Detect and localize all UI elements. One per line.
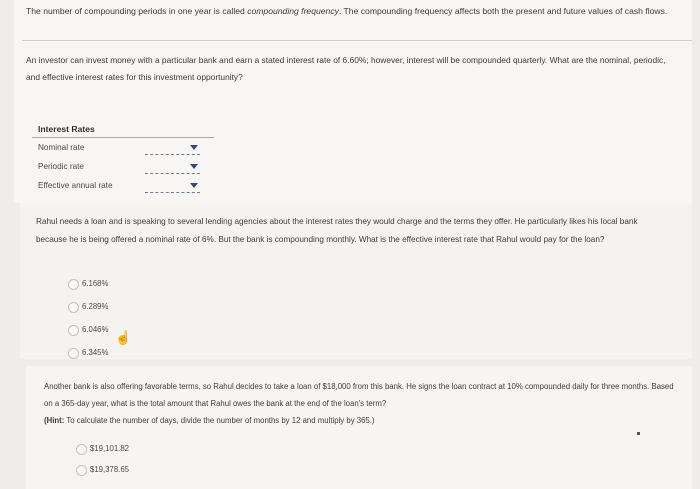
option-label: 6.289% bbox=[82, 302, 109, 311]
periodic-rate-dropdown[interactable] bbox=[145, 161, 200, 174]
radio-button[interactable] bbox=[76, 465, 87, 476]
hand-pointer-icon: ☝ bbox=[115, 330, 132, 345]
option-label: $19,101.82 bbox=[90, 444, 130, 453]
triangle-down-icon bbox=[190, 183, 198, 188]
option-label: $19,378.65 bbox=[90, 465, 130, 474]
row-label: Nominal rate bbox=[38, 143, 85, 152]
effective-rate-row bbox=[32, 176, 214, 195]
effective-rate-dropdown[interactable] bbox=[145, 180, 200, 193]
row-label: Periodic rate bbox=[38, 162, 84, 171]
triangle-down-icon bbox=[190, 164, 198, 169]
nominal-rate-row bbox=[32, 138, 214, 157]
radio-button[interactable] bbox=[76, 444, 87, 455]
row-label: Effective annual rate bbox=[38, 181, 113, 190]
nominal-rate-dropdown[interactable] bbox=[145, 142, 200, 155]
stray-mark bbox=[637, 432, 640, 435]
periodic-rate-row bbox=[32, 157, 214, 176]
option-label: 6.345% bbox=[82, 348, 109, 357]
radio-button[interactable] bbox=[68, 302, 79, 313]
radio-button[interactable] bbox=[68, 325, 79, 336]
triangle-down-icon bbox=[190, 145, 198, 150]
divider bbox=[22, 40, 692, 41]
question-1-text: An investor can invest money with a particular bank and earn a stated interest rate of 6.60%; however, interest will be compounded quarterly. What are the nominal, periodic, and effective interest rates for this investment opportunity? bbox=[26, 55, 666, 82]
table-header: Interest Rates bbox=[32, 120, 214, 138]
question-2-text: Rahul needs a loan and is speaking to several lending agencies about the interest rates they would charge and the terms they offer. He particularly likes his local bank because he is being offered a nominal rate of 6%. But the bank is compounding monthly. What is the effective interest rate that Rahul would pay for the loan? bbox=[36, 217, 638, 244]
option-label: 6.168% bbox=[82, 279, 109, 288]
radio-button[interactable] bbox=[68, 279, 79, 290]
question-3-text: Another bank is also offering favorable terms, so Rahul decides to take a loan of $18,000 from this bank. He signs the loan contract at 10% compounded daily for three months. Based on a 365-day year, what is the total amount that Rahul owes the bank at the end of the loan's term? (Hint: To calculate the number of days, divide the number of months by 12 and multiply by 365.) bbox=[44, 382, 674, 425]
radio-button[interactable] bbox=[68, 348, 79, 359]
compounding-frequency-term: compounding frequency bbox=[247, 6, 339, 16]
interest-rates-table bbox=[32, 120, 214, 195]
option-label: 6.046% bbox=[82, 325, 109, 334]
intro-text: The number of compounding periods in one year is called compounding frequency. The compounding frequency affects both the present and future values of cash flows. bbox=[26, 6, 668, 16]
